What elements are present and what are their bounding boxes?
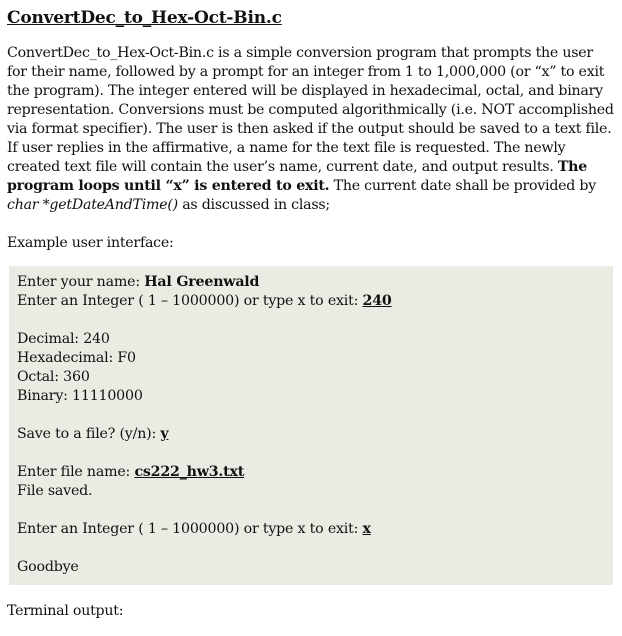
file-value: cs222_hw3.txt [134,464,245,480]
integer-value-2: x [362,521,371,537]
description-text-2: The current date shall be provided by [329,178,596,194]
spacer [17,501,613,520]
octal-output: Octal: 360 [17,369,90,385]
spacer [17,539,613,558]
name-prompt-line [17,273,613,292]
save-value: y [160,426,169,442]
integer-prompt-2: Enter an Integer ( 1 – 1000000) or type x to exit: [17,521,363,537]
hex-output: Hexadecimal: F0 [17,350,136,366]
integer-value: 240 [362,293,392,309]
integer-prompt: Enter an Integer ( 1 – 1000000) or type x to exit: [17,293,363,309]
name-value: Hal Greenwald [144,274,260,290]
file-prompt: Enter file name: [17,464,135,480]
name-prompt: Enter your name: [17,274,145,290]
decimal-output: Decimal: 240 [17,331,110,347]
description-text-3: as discussed in class; [177,197,330,213]
spacer [17,311,613,330]
save-prompt-line [17,425,613,444]
integer-prompt-line-2 [17,520,613,539]
binary-output: Binary: 11110000 [17,388,143,404]
description-function-name: char *getDateAndTime() [7,197,178,213]
file-saved-message: File saved. [17,483,93,499]
save-prompt: Save to a file? (y/n): [17,426,161,442]
file-prompt-line [17,463,613,482]
example-label: Example user interface: [7,235,174,251]
spacer [17,444,613,463]
description-text-1: ConvertDec_to_Hex-Oct-Bin.c is a simple conversion program that prompts the user for their name, followed by a prompt for an integer from 1 to 1,000,000 (or “x” to exit the program). The integer entered will be displayed in hexadecimal, octal, and binary representation. Conversions must be computed algorithmically (i.e. NOT accomplished via format specifier). The user is then asked if the output should be saved to a text file. If user replies in the affirmative, a name for the text file is requested. The newly created text file will contain the user’s name, current date, and output results. [7,45,614,175]
description-bold-text: The program loops until “x” is entered to exit. [7,159,587,194]
terminal-output-label: Terminal output: [7,603,124,619]
integer-prompt-line [17,292,613,311]
spacer [17,406,613,425]
goodbye-message: Goodbye [17,559,79,575]
example-interface-box [9,266,613,585]
description-paragraph [7,44,614,215]
page-title: ConvertDec_to_Hex-Oct-Bin.c [7,8,282,28]
